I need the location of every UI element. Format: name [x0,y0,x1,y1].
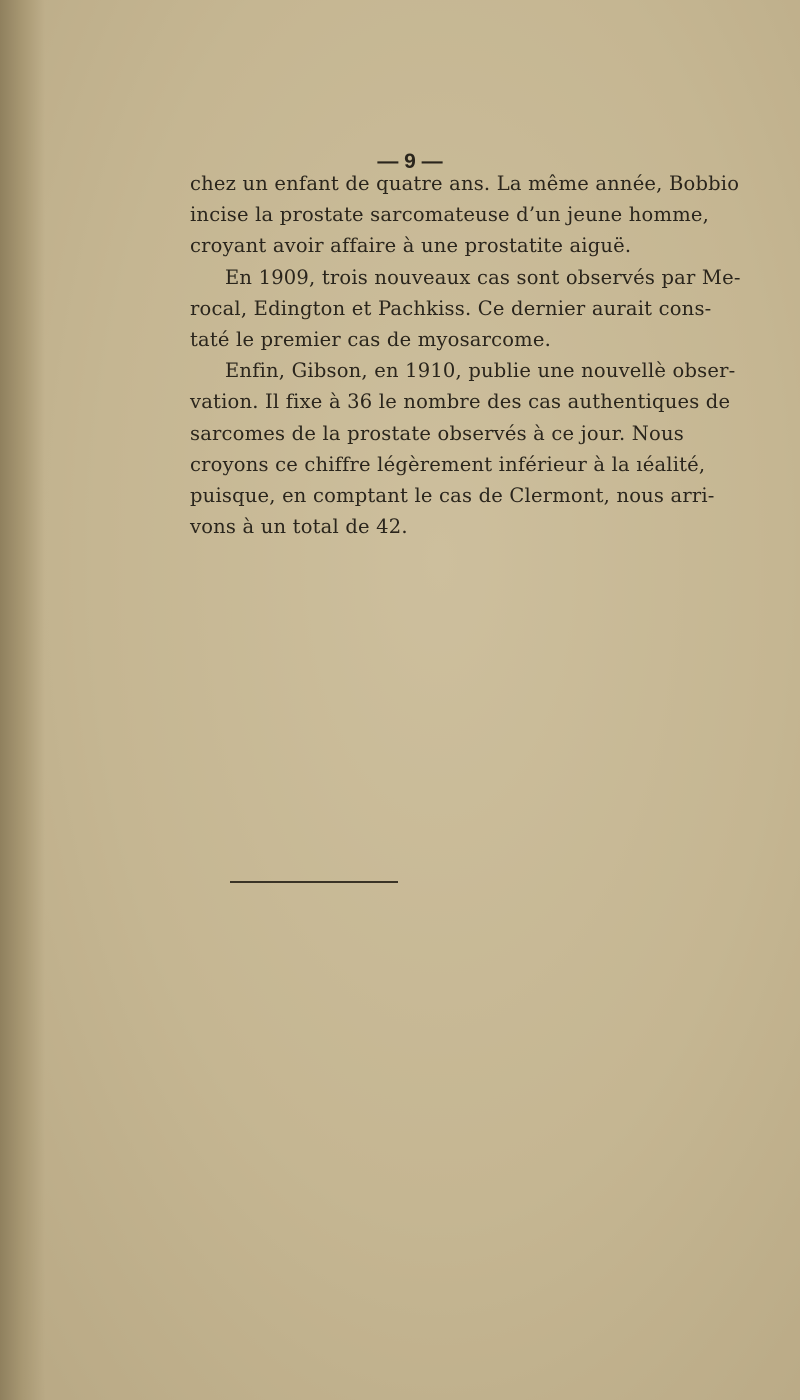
text-line: sarcomes de la prostate observés à ce jour. Nous [190,421,684,445]
text-line: vation. Il fixe à 36 le nombre des cas authentiques de [190,390,731,414]
text-line: croyons ce chiffre légèrement inférieur à la ıéalité, [190,452,706,476]
paragraph-1 [190,168,740,262]
text-line: Enfin, Gibson, en 1910, publie une nouvellè obser- [225,359,736,383]
body-text [190,168,741,542]
text-line: incise la prostate sarcomateuse d’un jeune homme, [190,203,710,227]
text-line: croyant avoir affaire à une prostatite aiguë. [190,234,632,258]
text-line: En 1909, trois nouveaux cas sont observés par Me- [225,265,741,289]
paragraph-2 [190,262,741,356]
page-number: — 9 — [377,150,443,173]
text-line: chez un enfant de quatre ans. La même année, Bobbio [190,172,740,195]
paragraph-3 [190,355,736,542]
text-line: rocal, Edington et Pachkiss. Ce dernier aurait cons- [190,296,712,320]
page-edge-shadow [0,0,45,1400]
text-line: vons à un total de 42. [190,515,408,539]
text-line: taté le premier cas de myosarcome. [190,327,552,351]
text-line: puisque, en comptant le cas de Clermont, nous arri- [190,483,715,507]
section-separator-rule [230,881,398,883]
